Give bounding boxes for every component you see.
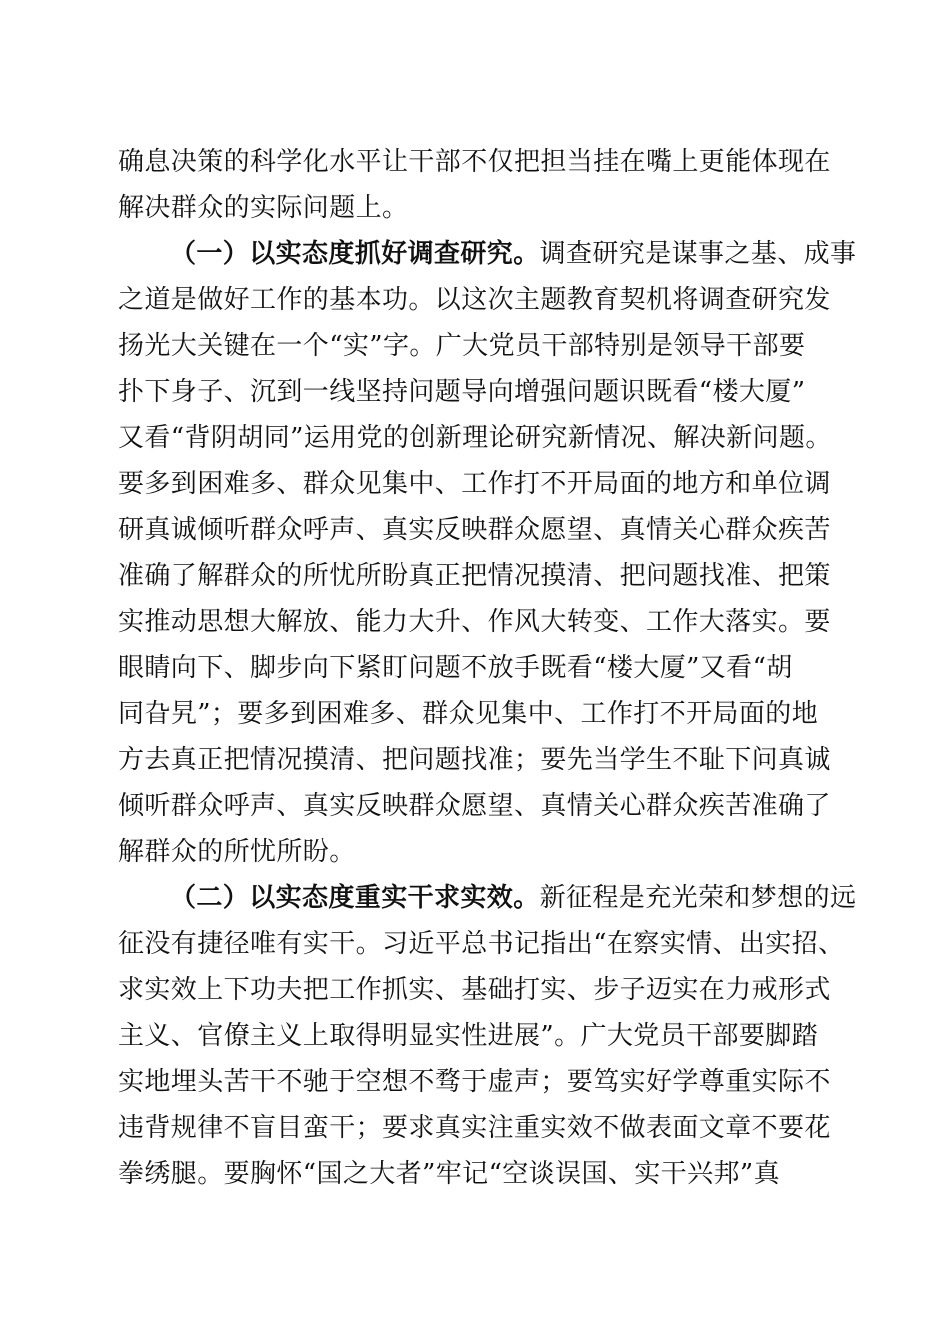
section-1-first-line xyxy=(170,232,856,276)
text-line: 要多到困难多、群众见集中、工作打不开局面的地方和单位调 xyxy=(118,469,831,499)
text-line: 扑下身子、沉到一线坚持问题导向增强问题识既看“楼大厦” xyxy=(118,377,806,407)
text-line: 实推动思想大解放、能力大升、作风大转变、工作大落实。要 xyxy=(118,607,831,637)
text-line: 主义、官僚主义上取得明显实性进展”。广大党员干部要脚踏 xyxy=(118,1021,819,1051)
text-line: 实地埋头苦干不驰于空想不骛于虚声；要笃实好学尊重实际不 xyxy=(118,1067,831,1097)
text-line: 征没有捷径唯有实干。习近平总书记指出“在察实情、出实招、 xyxy=(118,929,845,959)
text-line: 准确了解群众的所忧所盼真正把情况摸清、把问题找准、把策 xyxy=(118,561,831,591)
section-2-heading: （二）以实态度重实干求实效。 xyxy=(170,883,540,913)
section-1-text: 调查研究是谋事之基、成事 xyxy=(539,239,857,269)
text-line: 扬光大关键在一个“实”字。广大党员干部特别是领导干部要 xyxy=(118,331,806,361)
text-line: 方去真正把情况摸清、把问题找准；要先当学生不耻下问真诚 xyxy=(118,745,831,775)
text-line: 解群众的所忧所盼。 xyxy=(118,837,356,867)
section-1-heading: （一）以实态度抓好调查研究。 xyxy=(170,239,540,269)
text-line: 确息决策的科学化水平让干部不仅把担当挂在嘴上更能体现在 xyxy=(118,147,831,177)
text-line: 眼睛向下、脚步向下紧盯问题不放手既看“楼大厦”又看“胡 xyxy=(118,653,793,683)
text-line: 又看“背阴胡同”运用党的创新理论研究新情况、解决新问题。 xyxy=(118,423,832,453)
text-line: 拳绣腿。要胸怀“国之大者”牢记“空谈误国、实干兴邦”真 xyxy=(118,1159,780,1189)
section-2-first-line xyxy=(170,876,856,920)
text-line: 同旮旯”；要多到困难多、群众见集中、工作打不开局面的地 xyxy=(118,699,819,729)
text-line: 违背规律不盲目蛮干；要求真实注重实效不做表面文章不要花 xyxy=(118,1113,831,1143)
section-2-text: 新征程是充光荣和梦想的远 xyxy=(539,883,857,913)
text-line: 求实效上下功夫把工作抓实、基础打实、步子迈实在力戒形式 xyxy=(118,975,831,1005)
text-line: 研真诚倾听群众呼声、真实反映群众愿望、真情关心群众疾苦 xyxy=(118,515,831,545)
text-line: 倾听群众呼声、真实反映群众愿望、真情关心群众疾苦准确了 xyxy=(118,791,831,821)
text-line: 解决群众的实际问题上。 xyxy=(118,193,409,223)
text-line: 之道是做好工作的基本功。以这次主题教育契机将调查研究发 xyxy=(118,285,831,315)
